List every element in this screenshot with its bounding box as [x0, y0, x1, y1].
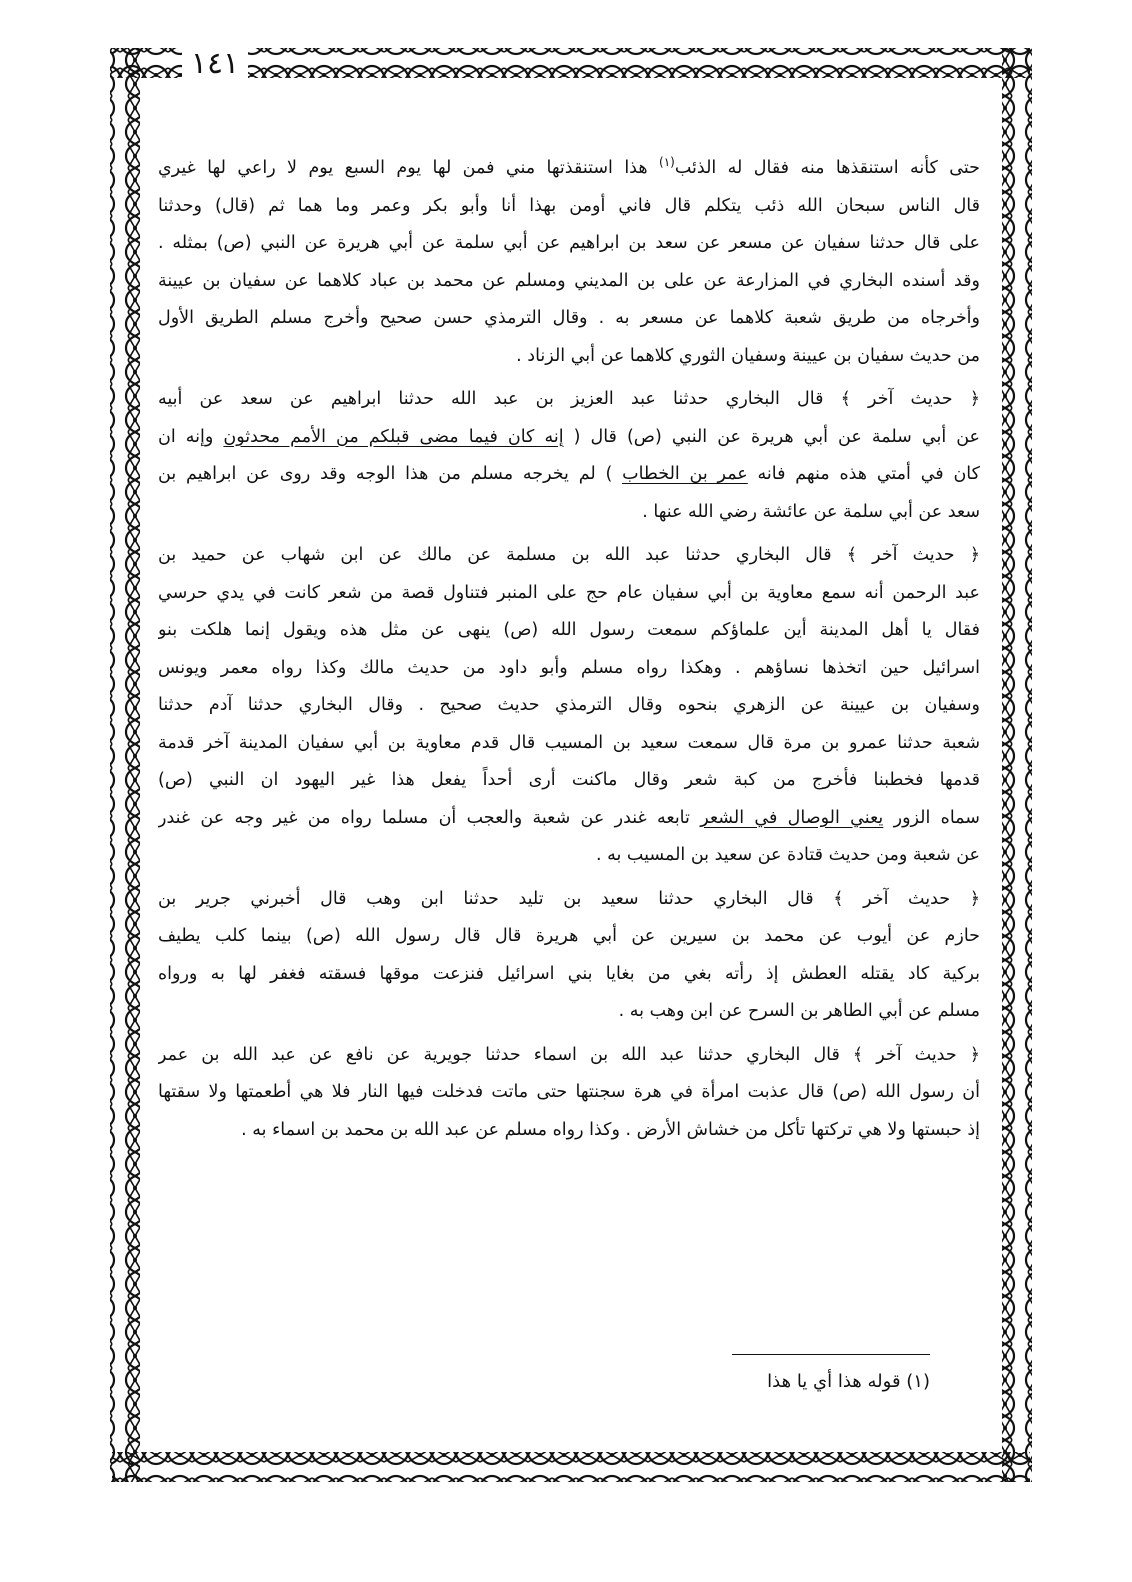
border-top — [112, 48, 1030, 78]
line-text: هذا استنقذتها مني فمن لها يوم السبع يوم لا راعي لها غيري — [158, 158, 648, 178]
underlined-text: يعني الوصال في الشعر — [700, 807, 884, 828]
line-text: ) لم يخرجه مسلم من هذا الوجه وقد روى عن ابراهيم بن — [158, 464, 613, 484]
text-line: مسلم عن أبي الطاهر بن السرح عن ابن وهب به . — [618, 1001, 980, 1021]
text-line: من حديث سفيان بن عيينة وسفيان الثوري كلاهما عن أبي الزناد . — [516, 345, 980, 366]
text-line: وقد أسنده البخاري في المزارعة عن على بن المديني ومسلم عن محمد بن عباد كلاهما عن سفيان بن عيينة — [158, 270, 980, 291]
footnote-marker: (١) — [659, 155, 675, 170]
text-line: بركية كاد يقتله العطش إذ رأته بغي من بغايا بني اسرائيل فنزعت موقها فسقته فغفر لها به ورواه — [158, 963, 980, 984]
footnote: (١) قوله هذا أي يا هذا — [767, 1371, 930, 1392]
text-line — [158, 150, 980, 188]
border-bottom — [112, 1452, 1030, 1482]
underlined-text: عمر بن الخطاب — [622, 464, 748, 484]
text-line: فقال يا أهل المدينة أين علماؤكم سمعت رسول الله (ص) ينهى عن مثل هذه ويقول إنما هلكت بنو — [158, 620, 980, 640]
text-line — [158, 419, 980, 457]
footnote-separator — [732, 1354, 930, 1355]
text-line: وسفيان بن عيينة عن الزهري بنحوه وقال الترمذي حديث صحيح . وقال البخاري حدثنا آدم حدثنا — [158, 695, 980, 715]
text-line: ﴿ حديث آخر ﴾ قال البخاري حدثنا عبد الله بن اسماء حدثنا جويرية عن نافع عن عبد الله بن عمر — [158, 1044, 980, 1065]
text-line: قال الناس سبحان الله ذئب يتكلم قال فاني أومن بهذا أنا وأبو بكر وعمر وما هما ثم (قال) وحدثنا — [158, 195, 980, 216]
text-line: عن شعبة ومن حديث قتادة عن سعيد بن المسيب به . — [595, 845, 980, 865]
text-line: وأخرجاه من طريق شعبة كلاهما عن مسعر به . وقال الترمذي حسن صحيح وأخرج مسلم الطريق الأول — [158, 308, 980, 328]
text-line: ﴿ حديث آخر ﴾ قال البخاري حدثنا عبد العزيز بن عبد الله حدثنا ابراهيم عن سعد عن أبيه — [158, 389, 980, 409]
body-text — [158, 150, 980, 1149]
text-line — [158, 456, 980, 494]
text-line: أن رسول الله (ص) قال عذبت امرأة في هرة سجنتها حتى ماتت فدخلت فيها النار فلا هي أطعمتها ولا سقتها — [158, 1082, 980, 1102]
page-number: ١٤١ — [182, 44, 248, 84]
border-left — [110, 48, 140, 1482]
text-line: اسرائيل حين اتخذها نساؤهم . وهكذا رواه مسلم وأبو داود من حديث مالك وكذا رواه معمر ويونس — [158, 657, 980, 678]
line-text: حتى كأنه استنقذها منه فقال له الذئب — [674, 158, 980, 178]
line-text: تابعه غندر عن شعبة والعجب أن مسلما رواه من غير وجه عن غندر — [158, 807, 690, 828]
line-text: كان في أمتي هذه منهم فانه — [757, 464, 980, 484]
text-line: ﴿ حديث آخر ﴾ قال البخاري حدثنا سعيد بن تليد حدثنا ابن وهب قال أخبرني جرير بن — [158, 888, 980, 909]
text-line: ﴿ حديث آخر ﴾ قال البخاري حدثنا عبد الله بن مسلمة عن مالك عن ابن شهاب عن حميد بن — [158, 545, 980, 565]
text-line — [158, 800, 980, 838]
text-line: حازم عن أيوب عن محمد بن سيرين عن أبي هريرة قال قال رسول الله (ص) بينما كلب يطيف — [158, 926, 980, 946]
text-line: إذ حبستها ولا هي تركتها تأكل من خشاش الأرض . وكذا رواه مسلم عن عبد الله بن محمد بن اسماء به . — [241, 1119, 980, 1140]
line-text: وإنه ان — [158, 426, 214, 447]
text-line: على قال حدثنا سفيان عن مسعر عن سعد بن ابراهيم عن أبي سلمة عن أبي هريرة عن النبي (ص) بمثله . — [158, 233, 980, 253]
underlined-text: إنه كان فيما مضى قبلكم من الأمم محدثون — [223, 426, 564, 447]
text-line: شعبة حدثنا عمرو بن مرة قال سمعت سعيد بن المسيب قال قدم معاوية بن أبي سفيان المدينة آخر قدمة — [158, 732, 980, 753]
text-line: سعد عن أبي سلمة عن عائشة رضي الله عنها . — [642, 501, 980, 522]
line-text: عن أبي سلمة عن أبي هريرة عن النبي (ص) قال ( — [573, 426, 980, 447]
text-line: قدمها فخطبنا فأخرج من كبة شعر وقال ماكنت أرى أحداً يفعل هذا غير اليهود ان النبي (ص) — [158, 770, 980, 790]
line-text: سماه الزور — [893, 807, 980, 828]
text-line: عبد الرحمن أنه سمع معاوية بن أبي سفيان عام حج على المنبر فتناول قصة من شعر كانت في يدي حرسي — [158, 582, 980, 603]
border-right — [1002, 48, 1032, 1482]
